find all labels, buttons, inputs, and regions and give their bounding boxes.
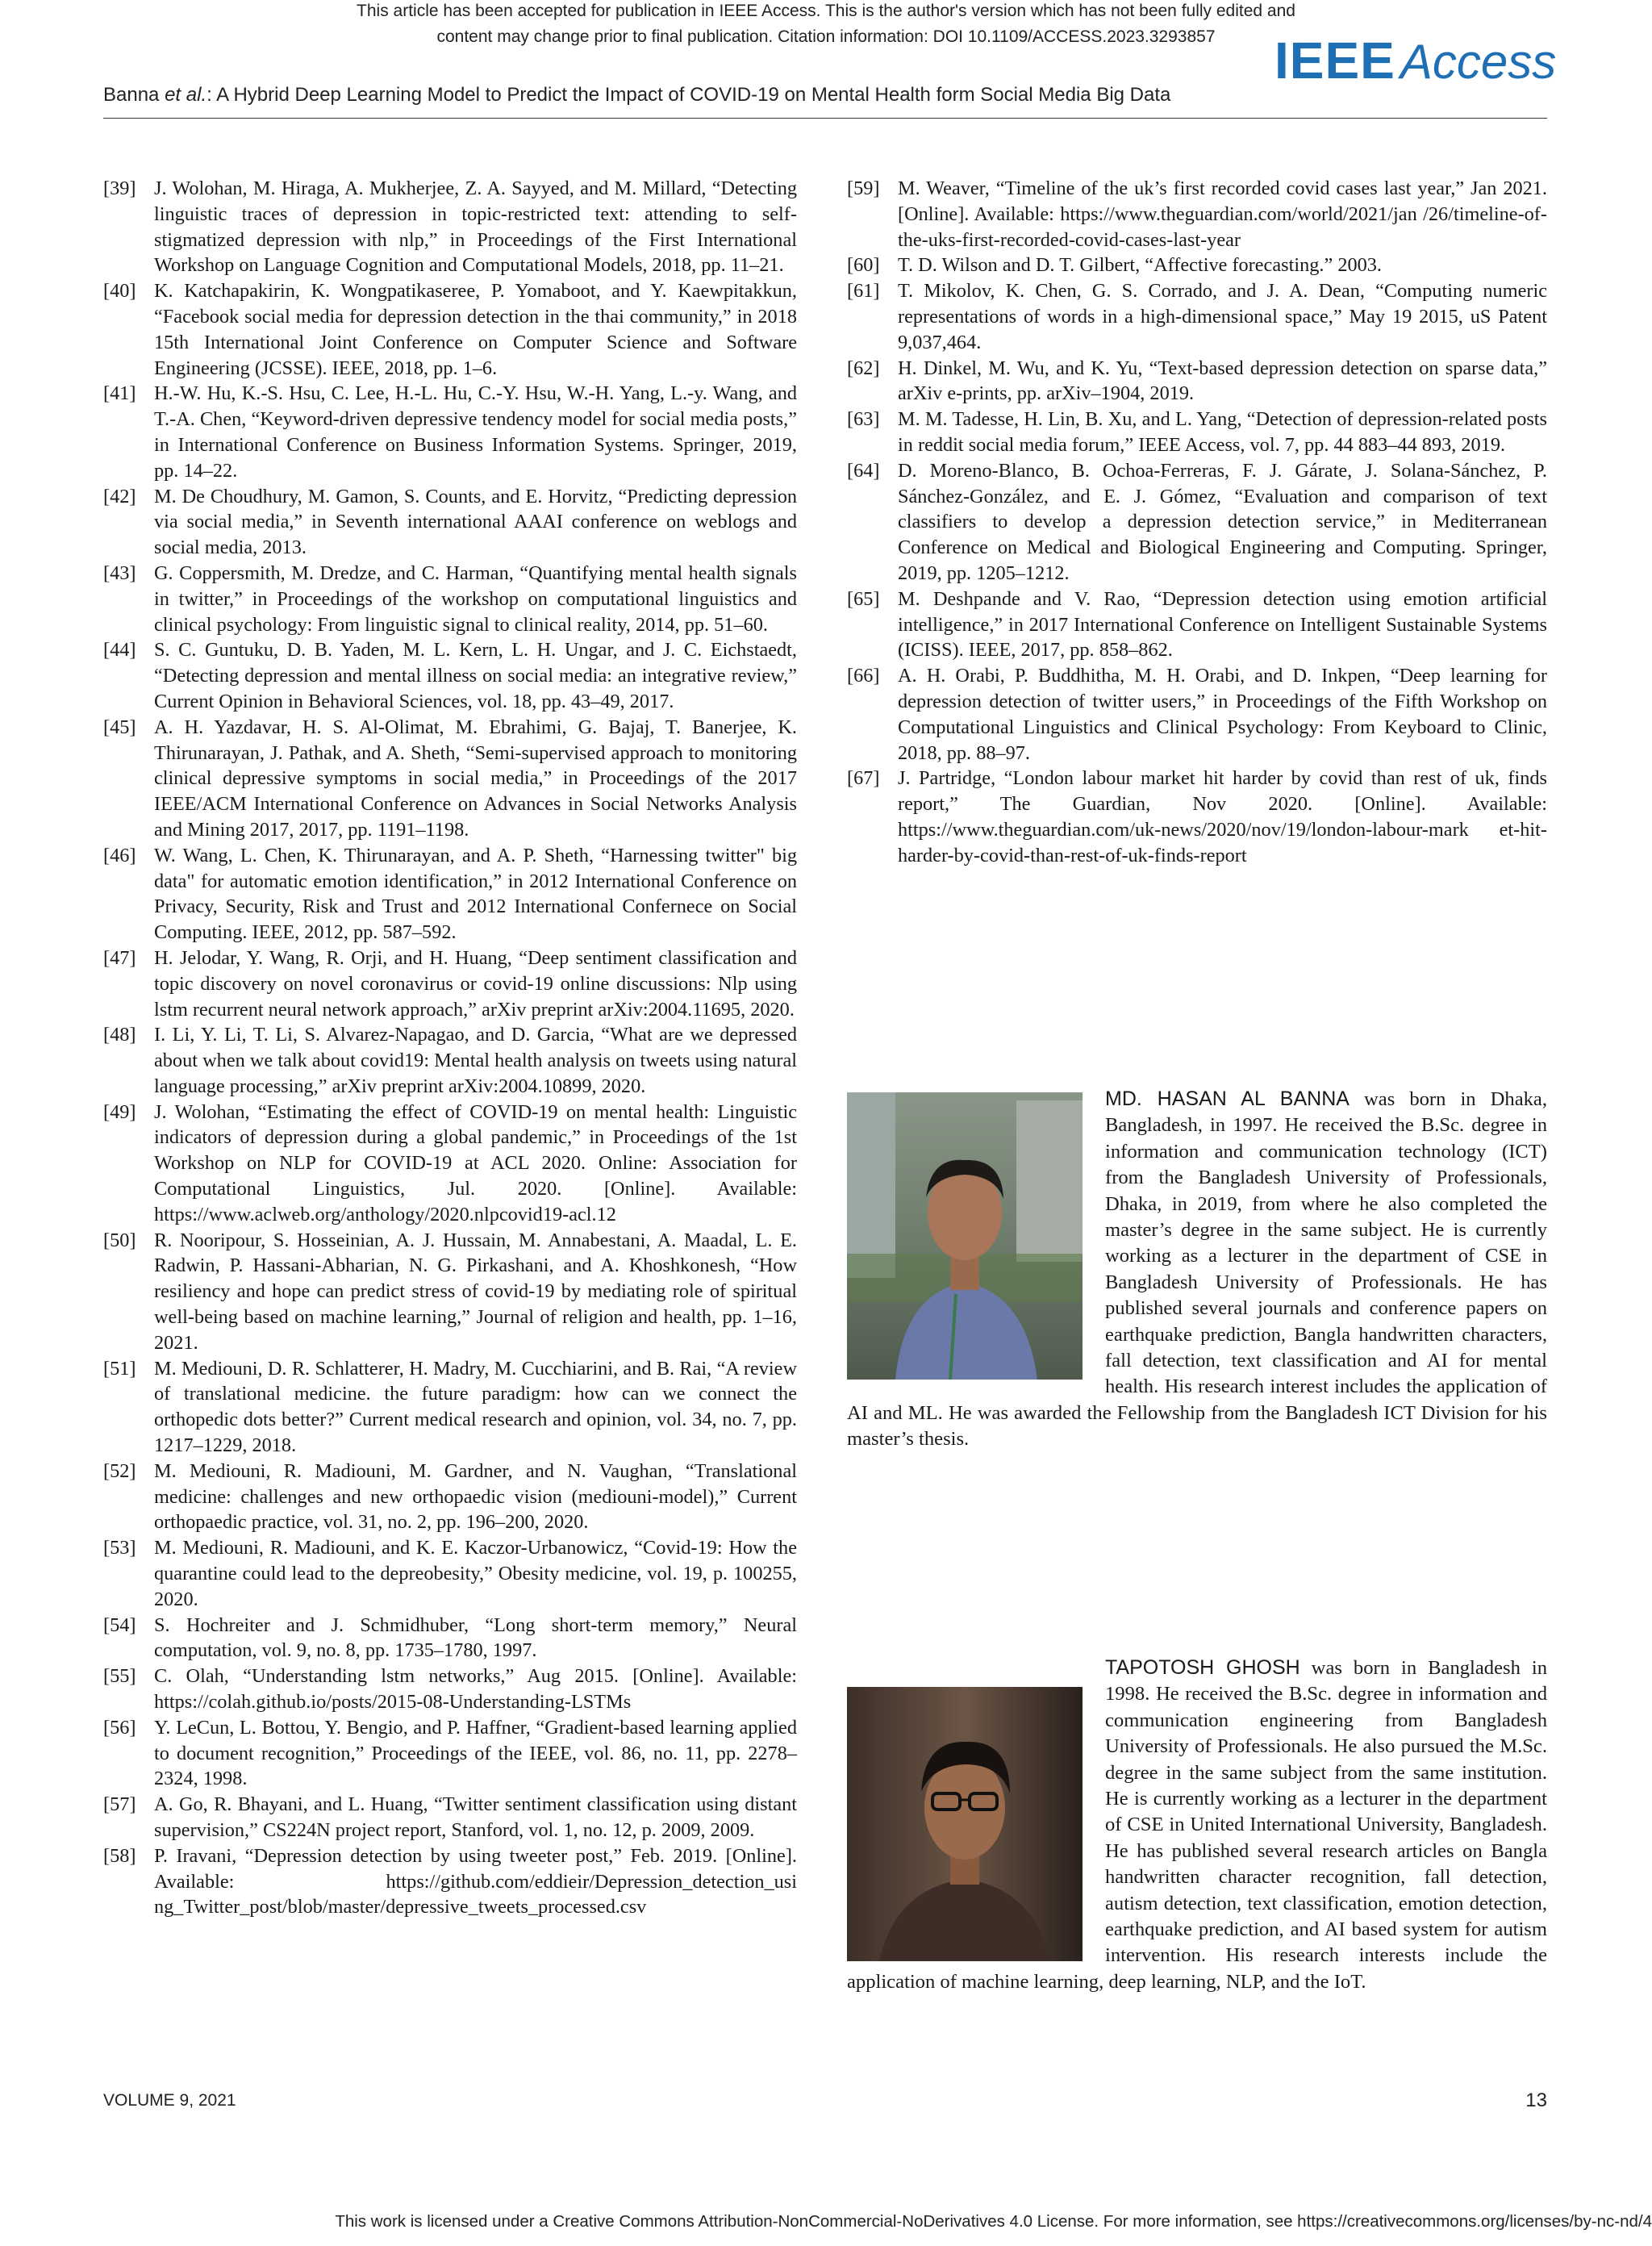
logo-ieee-text: IEEE xyxy=(1274,31,1395,90)
reference-text: I. Li, Y. Li, T. Li, S. Alvarez-Napagao, and D. Garcia, “What are we depressed about when we talk about covid19: Mental health analysis on tweets using natural language processing,” arXiv preprint arXiv:2004.10899, 2020. xyxy=(154,1024,797,1097)
reference-item xyxy=(103,1715,797,1792)
reference-number: [65] xyxy=(847,587,880,610)
reference-text: M. Mediouni, R. Madiouni, and K. E. Kaczor-Urbanowicz, “Covid-19: How the quarantine could lead to the depreobesity,” Obesity medicine, vol. 19, p. 100255, 2020. xyxy=(154,1537,797,1610)
reference-text: S. Hochreiter and J. Schmidhuber, “Long short-term memory,” Neural computation, vol. 9, no. 8, pp. 1735–1780, 1997. xyxy=(154,1614,797,1662)
reference-item xyxy=(103,381,797,483)
references-right-column xyxy=(847,176,1547,869)
bio-name-ghosh: TAPOTOSH GHOSH xyxy=(1105,1656,1300,1679)
reference-text: H.-W. Hu, K.-S. Hsu, C. Lee, H.-L. Hu, C.-Y. Hsu, W.-H. Yang, L.-y. Wang, and T.-A. Chen, “Keyword-driven depressive tendency model for social media posts,” in International Conference on Business Information Systems. Springer, 2019, pp. 14–22. xyxy=(154,382,797,482)
reference-number: [64] xyxy=(847,459,880,482)
reference-item xyxy=(103,561,797,637)
reference-number: [56] xyxy=(103,1716,136,1739)
reference-text: M. Mediouni, D. R. Schlatterer, H. Madry, M. Cucchiarini, and B. Rai, “A review of translational medicine. the future paradigm: how can we connect the orthopedic dots better?” Current medical research and opinion, vol. 34, no. 7, pp. 1217–1229, 2018. xyxy=(154,1357,797,1457)
reference-number: [51] xyxy=(103,1357,136,1380)
reference-number: [46] xyxy=(103,844,136,866)
reference-item xyxy=(103,1664,797,1715)
reference-item xyxy=(103,637,797,714)
reference-text: M. Deshpande and V. Rao, “Depression detection using emotion artificial intelligence,” in 2017 International Conference on Intelligent Sustainable Systems (ICISS). IEEE, 2017, pp. 858–862. xyxy=(898,587,1547,662)
reference-item xyxy=(103,484,797,561)
running-header-authors: Banna xyxy=(103,84,165,106)
reference-text: A. Go, R. Bhayani, and L. Huang, “Twitter sentiment classification using distant supervision,” CS224N project report, Stanford, vol. 1, no. 12, p. 2009, 2009. xyxy=(154,1793,797,1841)
reference-item xyxy=(103,1843,797,1920)
bio-text-banna: was born in Dhaka, Bangladesh, in 1997. He received the B.Sc. degree in information and communication technology (ICT) from the Bangladesh University of Professionals, Dhaka, in 2019, from where he also completed the master’s degree in the same subject. He is currently working as a lecturer in the department of CSE in Bangladesh University of Professionals. He has published several journals and conference papers on earthquake prediction, Bangla handwritten characters, fall detection, text classification and AI for mental health. His research interest includes the application of AI and ML. He was awarded the Fellowship from the Bangladesh ICT Division for his master’s thesis. xyxy=(847,1088,1548,1451)
reference-item xyxy=(847,253,1547,278)
bio-text-ghosh: was born in Bangladesh in 1998. He received the B.Sc. degree in information and communication engineering from Bangladesh University of Professionals. He also pursued the M.Sc. degree in the same subject from the same institution. He is currently working as a lecturer in the department of CSE in United International University, Bangladesh. He has published several research articles on Bangla handwritten character recognition, fall detection, autism detection, text classification, emotion detection, earthquake prediction, and AI based system for autism intervention. His research interests include the application of machine learning, deep learning, NLP, and the IoT. xyxy=(847,1657,1548,1993)
reference-text: J. Wolohan, M. Hiraga, A. Mukherjee, Z. A. Sayyed, and M. Millard, “Detecting linguistic traces of depression in topic-restricted text: attending to self-stigmatized depression with nlp,” in Proceedings of the First International Workshop on Language Cognition and Computational Models, 2018, pp. 11–21. xyxy=(154,177,797,277)
reference-number: [57] xyxy=(103,1793,136,1816)
reference-text: T. Mikolov, K. Chen, G. S. Corrado, and J. A. Dean, “Computing numeric representations of words in a high-dimensional space,” May 19 2015, uS Patent 9,037,464. xyxy=(898,280,1547,353)
reference-item xyxy=(103,1792,797,1843)
author-photo-banna xyxy=(847,1092,1083,1380)
reference-item xyxy=(103,1459,797,1535)
reference-item xyxy=(103,1228,797,1356)
reference-text: P. Iravani, “Depression detection by using tweeter post,” Feb. 2019. [Online]. Available: https://github.com/eddieir/Depression_detection_usi ng_Twitter_post/blob/master/depressive_tweets_processed.csv xyxy=(154,1844,797,1918)
license-notice xyxy=(0,2212,1652,2231)
reference-number: [52] xyxy=(103,1459,136,1482)
reference-number: [43] xyxy=(103,562,136,584)
reference-item xyxy=(103,1535,797,1612)
license-text: This work is licensed under a Creative Commons Attribution-NonCommercial-NoDerivatives 4.0 License. For more information, see https://creativecommons.org/licenses/by-nc-nd/4 xyxy=(335,2212,1652,2231)
reference-text: H. Dinkel, M. Wu, and K. Yu, “Text-based depression detection on sparse data,” arXiv e-prints, pp. arXiv–1904, 2019. xyxy=(898,357,1547,405)
running-header xyxy=(103,84,1547,106)
reference-number: [47] xyxy=(103,946,136,969)
reference-text: T. D. Wilson and D. T. Gilbert, “Affective forecasting.” 2003. xyxy=(898,254,1382,277)
reference-text: J. Wolohan, “Estimating the effect of COVID-19 on mental health: Linguistic indicators of depression during a global pandemic,” in Proceedings of the 1st Workshop on NLP for COVID-19 at ACL 2020. Online: Association for Computational Linguistics, Jul. 2020. [Online]. Available: https://www.aclweb.org/anthology/2020.nlpcovid19-acl.12 xyxy=(154,1100,797,1225)
logo-access-text: Access xyxy=(1400,35,1557,89)
reference-item xyxy=(847,458,1547,587)
reference-number: [41] xyxy=(103,382,136,405)
reference-number: [53] xyxy=(103,1537,136,1559)
reference-item xyxy=(847,356,1547,407)
reference-number: [54] xyxy=(103,1614,136,1636)
reference-number: [48] xyxy=(103,1024,136,1046)
reference-text: M. Weaver, “Timeline of the uk’s first recorded covid cases last year,” Jan 2021. [Online]. Available: https://www.theguardian.com/world/2021/jan /26/timeline-of-the-uks-first-recorded-covid-cases-last-year xyxy=(898,177,1547,251)
header-rule xyxy=(103,118,1547,119)
banner-line-1: This article has been accepted for publication in IEEE Access. This is the author's version which has not been fully edited and xyxy=(357,2,1295,20)
reference-text: J. Partridge, “London labour market hit harder by covid than rest of uk, finds report,” The Guardian, Nov 2020. [Online]. Available: https://www.theguardian.com/uk-news/2020/nov/19/london-labour-mark et-hit-harder-by-covid-than-rest-of-uk-finds-report xyxy=(898,767,1547,866)
reference-number: [61] xyxy=(847,280,880,303)
reference-text: G. Coppersmith, M. Dredze, and C. Harman, “Quantifying mental health signals in twitter,” in Proceedings of the workshop on computational linguistics and clinical psychology: From linguistic signal to clinical reality, 2014, pp. 51–60. xyxy=(154,562,797,636)
reference-text: S. C. Guntuku, D. B. Yaden, M. L. Kern, L. H. Ungar, and J. C. Eichstaedt, “Detecting depression and mental illness on social media: an integrative review,” Current Opinion in Behavioral Sciences, vol. 18, pp. 43–49, 2017. xyxy=(154,639,797,712)
reference-item xyxy=(847,587,1547,663)
banner-line-2: content may change prior to final publication. Citation information: DOI 10.1109/ACCESS.2023.3293857 xyxy=(436,27,1216,46)
reference-item xyxy=(847,407,1547,458)
reference-number: [45] xyxy=(103,716,136,738)
reference-item xyxy=(103,715,797,843)
reference-number: [55] xyxy=(103,1665,136,1688)
reference-number: [39] xyxy=(103,177,136,199)
reference-item xyxy=(847,766,1547,868)
bio-name-banna: MD. HASAN AL BANNA xyxy=(1105,1088,1350,1110)
reference-item xyxy=(103,946,797,1022)
reference-item xyxy=(103,1100,797,1228)
author-bio-banna xyxy=(847,1086,1547,1453)
reference-number: [67] xyxy=(847,767,880,790)
reference-text: H. Jelodar, Y. Wang, R. Orji, and H. Huang, “Deep sentiment classification and topic discovery on novel coronavirus or covid-19 online discussions: Nlp using lstm recurrent neural network approach,” arXiv preprint arXiv:2004.11695, 2020. xyxy=(154,946,797,1021)
reference-number: [59] xyxy=(847,177,880,199)
author-bio-ghosh xyxy=(847,1655,1547,1995)
reference-text: A. H. Yazdavar, H. S. Al-Olimat, M. Ebrahimi, G. Bajaj, T. Banerjee, K. Thirunarayan, J. Pathak, and A. Sheth, “Semi-supervised approach to monitoring clinical depressive symptoms in social media,” in Proceedings of the 2017 IEEE/ACM International Conference on Advances in Social Networks Analysis and Mining 2017, 2017, pp. 1191–1198. xyxy=(154,716,797,841)
reference-item xyxy=(103,1613,797,1664)
reference-number: [58] xyxy=(103,1844,136,1867)
reference-text: W. Wang, L. Chen, K. Thirunarayan, and A. P. Sheth, “Harnessing twitter" big data" for automatic emotion identification,” in 2012 International Conference on Privacy, Security, Risk and Trust and 2012 International Confernece on Social Computing. IEEE, 2012, pp. 587–592. xyxy=(154,844,797,944)
reference-text: D. Moreno-Blanco, B. Ochoa-Ferreras, F. J. Gárate, J. Solana-Sánchez, P. Sánchez-González, and E. J. Gómez, “Evaluation and comparison of text classifiers to develop a depression detection service,” in Mediterranean Conference on Medical and Biological Engineering and Computing. Springer, 2019, pp. 1205–1212. xyxy=(898,459,1547,584)
reference-item xyxy=(847,176,1547,253)
author-photo-ghosh xyxy=(847,1687,1083,1961)
reference-text: M. Mediouni, R. Madiouni, M. Gardner, and N. Vaughan, “Translational medicine: challenges and new orthopaedic vision (mediouni-model),” Current orthopaedic practice, vol. 31, no. 2, pp. 196–200, 2020. xyxy=(154,1459,797,1534)
reference-text: R. Nooripour, S. Hosseinian, A. J. Hussain, M. Annabestani, A. Maadal, L. E. Radwin, P. Hassani-Abharian, N. G. Pirkashani, and A. Khoshkonesh, “How resiliency and hope can predict stress of covid-19 by mediating role of spiritual well-being based on machine learning,” Journal of religion and health, pp. 1–16, 2021. xyxy=(154,1229,797,1354)
reference-text: Y. LeCun, L. Bottou, Y. Bengio, and P. Haffner, “Gradient-based learning applied to document recognition,” Proceedings of the IEEE, vol. 86, no. 11, pp. 2278–2324, 1998. xyxy=(154,1716,797,1790)
running-header-title: : A Hybrid Deep Learning Model to Predict the Impact of COVID-19 on Mental Health form Social Media Big Data xyxy=(206,84,1171,106)
reference-number: [62] xyxy=(847,357,880,379)
reference-number: [44] xyxy=(103,639,136,662)
reference-number: [50] xyxy=(103,1229,136,1251)
reference-item xyxy=(103,1022,797,1099)
reference-item xyxy=(103,278,797,381)
reference-item xyxy=(847,663,1547,766)
reference-number: [49] xyxy=(103,1100,136,1123)
reference-text: K. Katchapakirin, K. Wongpatikaseree, P. Yomaboot, and Y. Kaewpitakkun, “Facebook social media for depression detection in the thai community,” in 2018 15th International Joint Conference on Computer Science and Software Engineering (JCSSE). IEEE, 2018, pp. 1–6. xyxy=(154,280,797,379)
reference-number: [63] xyxy=(847,408,880,431)
reference-item xyxy=(103,176,797,278)
reference-text: M. M. Tadesse, H. Lin, B. Xu, and L. Yang, “Detection of depression-related posts in reddit social media forum,” IEEE Access, vol. 7, pp. 44 883–44 893, 2019. xyxy=(898,408,1547,456)
reference-text: M. De Choudhury, M. Gamon, S. Counts, and E. Horvitz, “Predicting depression via social media,” in Seventh international AAAI conference on weblogs and social media, 2013. xyxy=(154,485,797,559)
reference-number: [42] xyxy=(103,485,136,507)
ieee-access-logo xyxy=(1274,31,1557,90)
reference-number: [40] xyxy=(103,280,136,303)
reference-text: C. Olah, “Understanding lstm networks,” Aug 2015. [Online]. Available: https://colah.github.io/posts/2015-08-Understanding-LSTMs xyxy=(154,1665,797,1714)
reference-number: [66] xyxy=(847,665,880,687)
footer-volume: VOLUME 9, 2021 xyxy=(103,2091,236,2110)
reference-item xyxy=(103,1356,797,1459)
reference-number: [60] xyxy=(847,254,880,277)
reference-item xyxy=(103,843,797,946)
running-header-etal: et al. xyxy=(165,84,207,106)
reference-text: A. H. Orabi, P. Buddhitha, M. H. Orabi, and D. Inkpen, “Deep learning for depression detection of twitter users,” in Proceedings of the Fifth Workshop on Computational Linguistics and Clinical Psychology: From Keyboard to Clinic, 2018, pp. 88–97. xyxy=(898,665,1547,764)
references-left-column xyxy=(103,176,797,1920)
reference-item xyxy=(847,278,1547,355)
footer-page-number: 13 xyxy=(1525,2089,1547,2111)
